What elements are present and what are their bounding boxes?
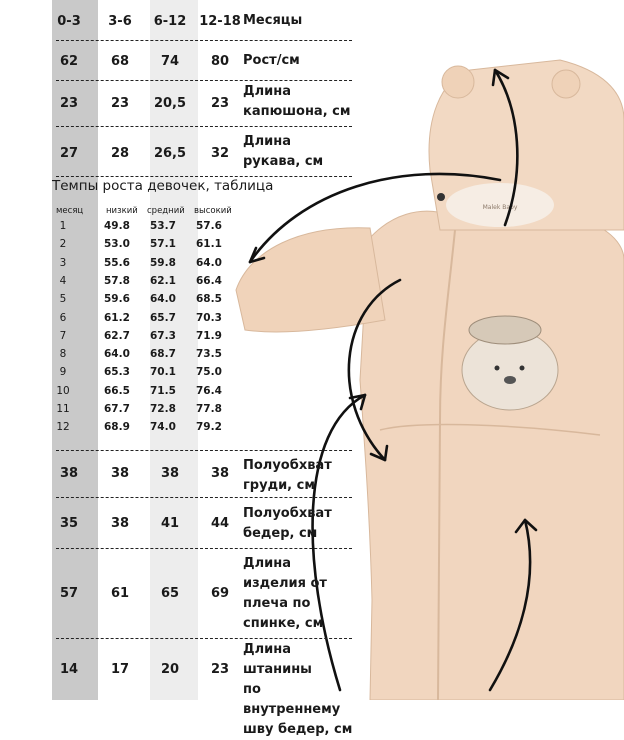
growth-cell-low: 57.8 (104, 274, 130, 287)
value: 38 (59, 466, 79, 481)
growth-cell-mid: 70.1 (150, 366, 176, 379)
growth-cell-low: 49.8 (104, 220, 130, 232)
growth-cell-mid: 53.7 (150, 220, 176, 232)
value: 38 (110, 516, 130, 531)
growth-cell-high: 64.0 (196, 256, 222, 269)
value: 38 (210, 466, 230, 481)
header-label: Месяцы (243, 13, 303, 28)
growth-header-low: низкий (106, 206, 138, 216)
value: 65 (160, 586, 180, 601)
value: 74 (160, 54, 180, 69)
snowsuit-body (360, 211, 624, 700)
growth-cell-low: 65.3 (104, 366, 130, 379)
growth-cell-high: 79.2 (196, 421, 222, 434)
row-label: Длина изделия от плеча по спинке, см (243, 556, 327, 631)
size-header-0: 0-3 (57, 14, 81, 29)
row-label: Длина штанины по внутреннему шву бедер, см (243, 642, 353, 737)
value: 20 (160, 662, 180, 677)
divider (56, 638, 352, 639)
value: 44 (210, 516, 230, 531)
value: 17 (110, 662, 130, 677)
growth-cell-month: 6 (59, 311, 67, 324)
growth-cell-mid: 72.8 (150, 403, 176, 415)
growth-header-month: месяц (56, 206, 84, 216)
growth-cell-mid: 67.3 (150, 329, 176, 342)
row-label: Полуобхват бедер, см (243, 506, 332, 541)
row-label: Полуобхват груди, см (243, 458, 332, 493)
divider (56, 497, 352, 498)
growth-cell-low: 66.5 (104, 384, 130, 397)
growth-cell-high: 66.4 (196, 274, 222, 287)
growth-cell-month: 1 (59, 220, 67, 232)
growth-cell-high: 57.6 (196, 220, 222, 232)
growth-cell-month: 12 (56, 421, 70, 434)
value: 27 (59, 146, 79, 161)
divider (56, 176, 352, 177)
row-label: Рост/см (243, 53, 300, 68)
divider (56, 450, 352, 451)
value: 26,5 (153, 146, 187, 161)
growth-cell-high: 68.5 (196, 293, 222, 306)
growth-cell-month: 8 (59, 348, 67, 361)
growth-cell-month: 7 (59, 329, 67, 342)
growth-table-title: Темпы роста девочек, таблица (52, 178, 274, 194)
value: 62 (59, 54, 79, 69)
growth-cell-month: 10 (56, 384, 70, 397)
divider (56, 40, 352, 41)
growth-cell-low: 53.0 (104, 238, 130, 251)
value: 38 (110, 466, 130, 481)
growth-cell-low: 67.7 (104, 403, 130, 415)
growth-cell-mid: 62.1 (150, 274, 176, 287)
growth-cell-low: 62.7 (104, 329, 130, 342)
brand-tag: Malek Baby (482, 204, 518, 211)
growth-cell-month: 3 (59, 256, 67, 269)
growth-cell-low: 64.0 (104, 348, 130, 361)
growth-cell-low: 55.6 (104, 256, 130, 269)
value: 35 (59, 516, 79, 531)
divider (56, 548, 352, 549)
size-header-3: 12-18 (199, 14, 241, 29)
value: 23 (59, 96, 79, 111)
value: 32 (210, 146, 230, 161)
size-header-2: 6-12 (153, 14, 187, 29)
row-label: Длина рукава, см (243, 134, 324, 169)
value: 20,5 (153, 96, 187, 111)
growth-cell-low: 61.2 (104, 311, 130, 324)
growth-header-high: высокий (194, 206, 232, 216)
growth-cell-mid: 59.8 (150, 256, 176, 269)
growth-cell-low: 68.9 (104, 421, 130, 434)
value: 23 (210, 96, 230, 111)
value: 23 (210, 662, 230, 677)
growth-cell-month: 9 (59, 366, 67, 379)
value: 38 (160, 466, 180, 481)
growth-cell-mid: 57.1 (150, 238, 176, 251)
growth-cell-month: 11 (56, 403, 70, 415)
growth-header-mid: средний (147, 206, 185, 216)
growth-cell-mid: 68.7 (150, 348, 176, 361)
row-label: Длина капюшона, см (243, 84, 351, 119)
value: 61 (110, 586, 130, 601)
growth-cell-high: 77.8 (196, 403, 222, 415)
growth-cell-high: 73.5 (196, 348, 222, 361)
hood-ear-icon (442, 66, 474, 98)
value: 80 (210, 54, 230, 69)
value: 68 (110, 54, 130, 69)
growth-cell-high: 76.4 (196, 384, 222, 397)
value: 23 (110, 96, 130, 111)
growth-cell-high: 70.3 (196, 311, 222, 324)
value: 41 (160, 516, 180, 531)
growth-cell-month: 4 (59, 274, 67, 287)
growth-cell-mid: 71.5 (150, 384, 176, 397)
growth-cell-high: 75.0 (196, 366, 222, 379)
value: 69 (210, 586, 230, 601)
hood-ear-right-icon (552, 70, 580, 98)
value: 57 (59, 586, 79, 601)
growth-cell-mid: 64.0 (150, 293, 176, 306)
divider (56, 126, 352, 127)
value: 28 (110, 146, 130, 161)
growth-cell-month: 5 (59, 293, 67, 306)
divider (56, 80, 352, 81)
value: 14 (59, 662, 79, 677)
growth-cell-month: 2 (59, 238, 67, 251)
growth-cell-high: 71.9 (196, 329, 222, 342)
growth-cell-low: 59.6 (104, 293, 130, 306)
growth-cell-high: 61.1 (196, 238, 222, 251)
growth-cell-mid: 65.7 (150, 311, 176, 324)
size-header-1: 3-6 (108, 14, 132, 29)
snap-button-icon (437, 193, 445, 201)
growth-cell-mid: 74.0 (150, 421, 176, 434)
